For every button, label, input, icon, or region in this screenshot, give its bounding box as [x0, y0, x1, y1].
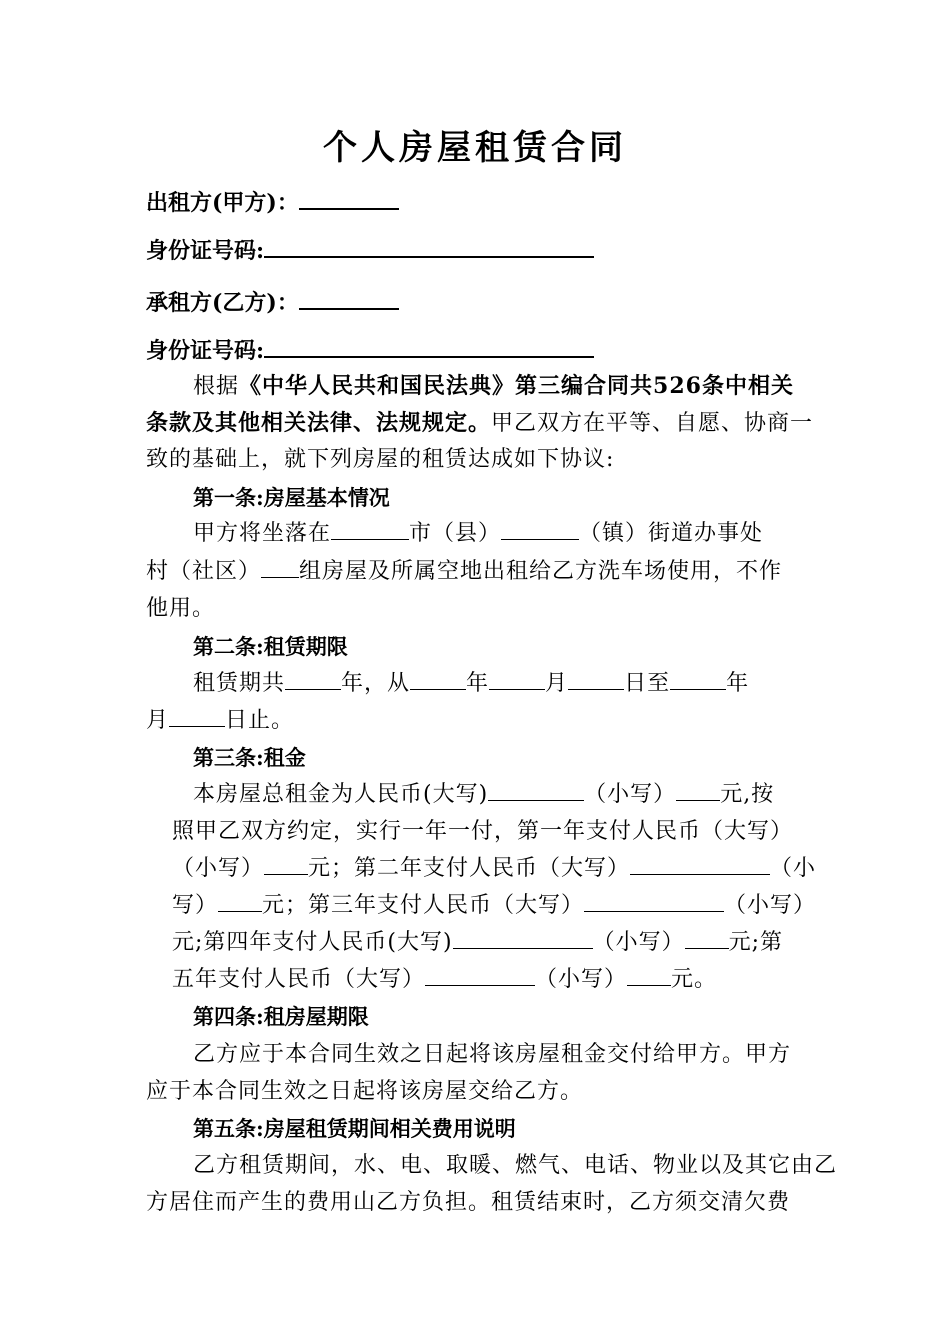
article-2-text: 年，从: [341, 671, 411, 696]
lessee-id-field: [146, 332, 594, 366]
year2-words-blank[interactable]: [630, 852, 770, 875]
document-title: 个人房屋租赁合同: [323, 128, 627, 168]
lessee-blank[interactable]: [299, 284, 399, 310]
article-3-text: （小: [770, 856, 817, 881]
article-3-text: （小写）: [592, 930, 685, 955]
group-blank[interactable]: [261, 555, 299, 578]
article-3-text: （小写）: [584, 782, 677, 807]
article-1-text: 村（社区）: [146, 559, 262, 584]
end-month-blank[interactable]: [169, 704, 225, 727]
year5-words-blank[interactable]: [425, 963, 535, 986]
article-3-text: 本房屋总租金为人民币(大写): [193, 782, 489, 807]
preamble-law-reference: 《中华人民共和国民法典》第三编合同共526条中相关: [239, 373, 794, 399]
lessor-blank[interactable]: [299, 184, 399, 210]
article-3-line-1: [193, 778, 774, 812]
preamble-text: 根据: [193, 374, 240, 399]
lessee-id-label: 身份证号码:: [146, 338, 265, 364]
article-3-text: （小写）: [172, 856, 265, 881]
article-3-line-6: [172, 963, 717, 997]
article-3-line-5: [172, 926, 783, 960]
article-3-line-3: [172, 852, 816, 886]
article-3-text: （小写）: [724, 893, 817, 918]
preamble-law-reference-cont: 条款及其他相关法律、法规规定。: [146, 410, 492, 436]
article-1-text: 甲方将坐落在: [193, 521, 332, 546]
article-2-text: 租赁期共: [193, 671, 286, 696]
article-4-line-1: 乙方应于本合同生效之日起将该房屋租金交付给甲方。甲方: [193, 1042, 792, 1067]
article-3-text: （小写）: [535, 967, 628, 992]
article-5-heading: 第五条:房屋租赁期间相关费用说明: [193, 1116, 516, 1141]
year5-figures-blank[interactable]: [627, 963, 671, 986]
article-4-line-2: 应于本合同生效之日起将该房屋交给乙方。: [146, 1079, 584, 1104]
article-1-text: 组房屋及所属空地出租给乙方洗车场使用，不作: [299, 559, 783, 584]
article-4-heading: 第四条:租房屋期限: [193, 1004, 369, 1029]
year4-words-blank[interactable]: [453, 926, 593, 949]
article-1-line-2: [146, 555, 782, 589]
start-month-blank[interactable]: [489, 667, 545, 690]
article-3-heading: 第三条:租金: [193, 745, 306, 770]
start-day-blank[interactable]: [568, 667, 624, 690]
article-3-text: 五年支付人民币（大写）: [172, 967, 426, 992]
article-1-heading: 第一条:房屋基本情况: [193, 485, 390, 510]
term-years-blank[interactable]: [285, 667, 341, 690]
article-5-line-2: 方居住而产生的费用山乙方负担。租赁结束时，乙方须交清欠费: [146, 1190, 791, 1215]
lessee-field: [146, 284, 399, 318]
preamble-text: 甲乙双方在平等、自愿、协商一: [491, 411, 814, 436]
total-rent-words-blank[interactable]: [488, 778, 584, 801]
preamble-line-2: [146, 406, 813, 440]
preamble-line-3: 致的基础上，就下列房屋的租赁达成如下协议:: [146, 447, 615, 472]
article-2-line-2: [146, 704, 294, 738]
start-year-blank[interactable]: [410, 667, 466, 690]
preamble-line-1: [193, 369, 794, 403]
article-2-text: 月: [545, 671, 569, 696]
article-3-text: 元。: [671, 967, 718, 992]
article-1-text: 市（县）: [409, 521, 502, 546]
lessee-label: 承租方(乙方)：: [146, 290, 299, 316]
article-3-text: 元；第三年支付人民币（大写）: [262, 893, 585, 918]
year4-figures-blank[interactable]: [685, 926, 729, 949]
article-2-text: 日至: [624, 671, 671, 696]
article-1-line-1: [193, 517, 763, 551]
lessor-id-field: [146, 232, 594, 266]
article-2-text: 日止。: [225, 708, 295, 733]
article-3-line-2: 照甲乙双方约定，实行一年一付，第一年支付人民币（大写）: [172, 819, 794, 844]
article-2-line-1: [193, 667, 749, 701]
town-blank[interactable]: [501, 517, 579, 540]
lessee-id-blank[interactable]: [264, 332, 594, 358]
article-1-text: （镇）街道办事处: [579, 521, 764, 546]
year2-figures-blank[interactable]: [218, 889, 262, 912]
article-3-text: 元,按: [720, 782, 775, 807]
year1-figures-blank[interactable]: [264, 852, 308, 875]
article-3-text: 元;第: [728, 930, 784, 955]
lessor-label: 出租方(甲方)：: [146, 190, 299, 216]
lessor-id-blank[interactable]: [264, 232, 594, 258]
article-1-line-3: 他用。: [146, 596, 216, 621]
end-year-blank[interactable]: [670, 667, 726, 690]
article-3-text: 元;第四年支付人民币(大写): [172, 930, 453, 955]
article-2-text: 年: [466, 671, 490, 696]
year3-words-blank[interactable]: [584, 889, 724, 912]
total-rent-figures-blank[interactable]: [676, 778, 720, 801]
lessor-field: [146, 184, 399, 218]
article-5-line-1: 乙方租赁期间，水、电、取暖、燃气、电话、物业以及其它由乙: [193, 1153, 838, 1178]
article-2-text: 年: [726, 671, 750, 696]
city-blank[interactable]: [331, 517, 409, 540]
article-3-text: 写）: [172, 893, 219, 918]
article-3-line-4: [172, 889, 816, 923]
article-2-text: 月: [146, 708, 170, 733]
article-2-heading: 第二条:租赁期限: [193, 634, 348, 659]
lessor-id-label: 身份证号码:: [146, 238, 265, 264]
article-3-text: 元；第二年支付人民币（大写）: [308, 856, 631, 881]
